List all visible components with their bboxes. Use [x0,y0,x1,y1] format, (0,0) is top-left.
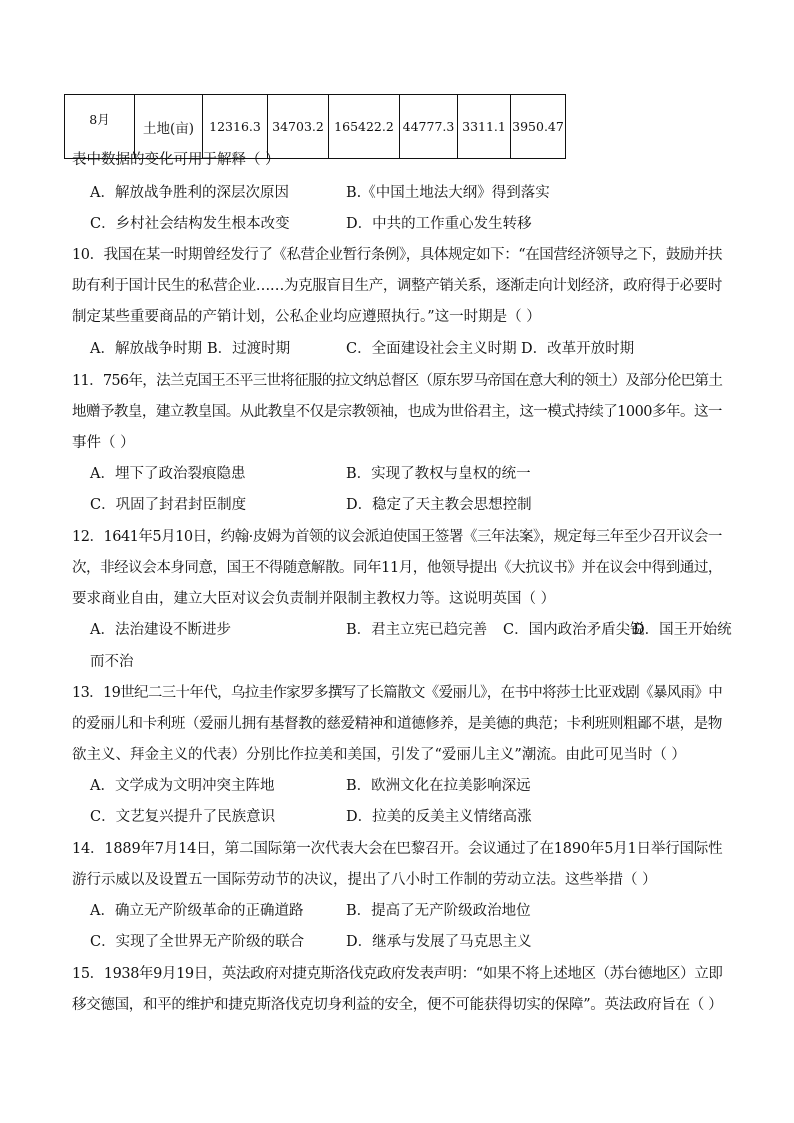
table-cell-value: 3950.47 [511,95,566,159]
q14-option-c[interactable]: C．实现了全世界无产阶级的联合 [90,934,305,950]
q10-option-d[interactable]: D．改革开放时期 [521,341,635,357]
q10-option-b[interactable]: B．过渡时期 [207,341,291,357]
table-cell-value: 12316.3 [203,95,268,159]
q14-option-b[interactable]: B．提高了无产阶级政治地位 [346,903,531,919]
table-cell-month: 8月 [65,95,135,159]
q12-option-a[interactable]: A．法治建设不断进步 [90,622,231,638]
q10-option-c[interactable]: C．全面建设社会主义时期 [346,341,517,357]
q11-text-line: 地赠予教皇，建立教皇国。从此教皇不仅是宗教领袖，也成为世俗君主，这一模式持续了1000多年。这一 [72,404,722,420]
q11-option-b[interactable]: B．实现了教权与皇权的统一 [346,466,531,482]
q14-option-d[interactable]: D．继承与发展了马克思主义 [346,934,532,950]
q12-option-d[interactable]: D．国王开始统 [633,622,732,638]
q11-option-c[interactable]: C．巩固了封君封臣制度 [90,497,247,513]
q13-text-line: 13．19世纪二三十年代，乌拉圭作家罗多撰写了长篇散文《爱丽儿》，在书中将莎士比亚戏剧《暴风雨》中 [72,685,723,701]
q9-option-c[interactable]: C．乡村社会结构发生根本改变 [90,216,290,232]
q11-option-d[interactable]: D．稳定了天主教会思想控制 [346,497,532,513]
table-row [65,95,566,159]
q11-option-a[interactable]: A．埋下了政治裂痕隐患 [90,466,246,482]
q9-stem: 表中数据的变化可用于解释（ ） [72,152,280,168]
q11-text-line: 11．756年，法兰克国王丕平三世将征服的拉文纳总督区（原东罗马帝国在意大利的领土）及部分伦巴第土 [72,373,723,389]
q10-text-line: 10．我国在某一时期曾经发行了《私营企业暂行条例》，具体规定如下：“在国营经济领导之下，鼓励并扶 [72,247,723,263]
q9-option-b[interactable]: B.《中国土地法大纲》得到落实 [346,185,550,201]
q12-option-d-continued[interactable]: 而不治 [90,654,134,670]
q14-text-line: 14．1889年7月14日，第二国际第一次代表大会在巴黎召开。会议通过了在1890年5月1日举行国际性 [72,841,723,857]
q12-text-line: 12．1641年5月10日，约翰·皮姆为首领的议会派迫使国王签署《三年法案》，规定每三年至少召开议会一 [72,529,722,545]
q12-option-c[interactable]: C．国内政治矛盾尖锐 [503,622,645,638]
q10-text-line: 助有利于国计民生的私营企业……为克服盲目生产，调整产销关系，逐渐走向计划经济，政府得于必要时 [72,278,722,294]
q12-text-line: 要求商业自由，建立大臣对议会负责制并限制主教权力等。这说明英国（ ） [72,591,556,607]
q13-option-c[interactable]: C．文艺复兴提升了民族意识 [90,809,276,825]
q14-text-line: 游行示威以及设置五一国际劳动节的决议，提出了八小时工作制的劳动立法。这些举措（ ） [72,872,657,888]
q11-text-line: 事件（ ） [72,435,135,451]
q15-text-line: 15．1938年9月19日，英法政府对捷克斯洛伐克政府发表声明：“如果不将上述地区（苏台德地区）立即 [72,966,723,982]
table-cell-value: 165422.2 [329,95,400,159]
table-cell-value: 44777.3 [400,95,458,159]
q13-text-line: 的爱丽儿和卡利班（爱丽儿拥有基督教的慈爱精神和道德修养，是美德的典范；卡利班则粗鄙不堪，是物 [72,716,722,732]
q9-option-a[interactable]: A．解放战争胜利的深层次原因 [90,185,289,201]
q13-option-b[interactable]: B．欧洲文化在拉美影响深远 [346,778,531,794]
q9-option-d[interactable]: D．中共的工作重心发生转移 [346,216,532,232]
table-cell-value: 3311.1 [458,95,511,159]
q14-option-a[interactable]: A．确立无产阶级革命的正确道路 [90,903,304,919]
q12-text-line: 次，非经议会本身同意，国王不得随意解散。同年11月，他领导提出《大抗议书》并在议会中得到通过， [72,560,722,576]
q13-text-line: 欲主义、拜金主义的代表）分别比作拉美和美国，引发了“爱丽儿主义”潮流。由此可见当时（ ） [72,747,686,763]
q13-option-d[interactable]: D．拉美的反美主义情绪高涨 [346,809,532,825]
table-cell-value: 34703.2 [268,95,329,159]
q15-text-line: 移交德国，和平的维护和捷克斯洛伐克切身利益的安全，便不可能获得切实的保障”。英法政府旨在（ ） [72,997,723,1013]
table-cell-unit: 土地(亩) [135,95,203,159]
q10-text-line: 制定某些重要商品的产销计划，公私企业均应遵照执行。”这一时期是（ ） [72,309,541,325]
q13-option-a[interactable]: A．文学成为文明冲突主阵地 [90,778,275,794]
q10-option-a[interactable]: A．解放战争时期 [90,341,202,357]
q12-option-b[interactable]: B．君主立宪已趋完善 [346,622,488,638]
